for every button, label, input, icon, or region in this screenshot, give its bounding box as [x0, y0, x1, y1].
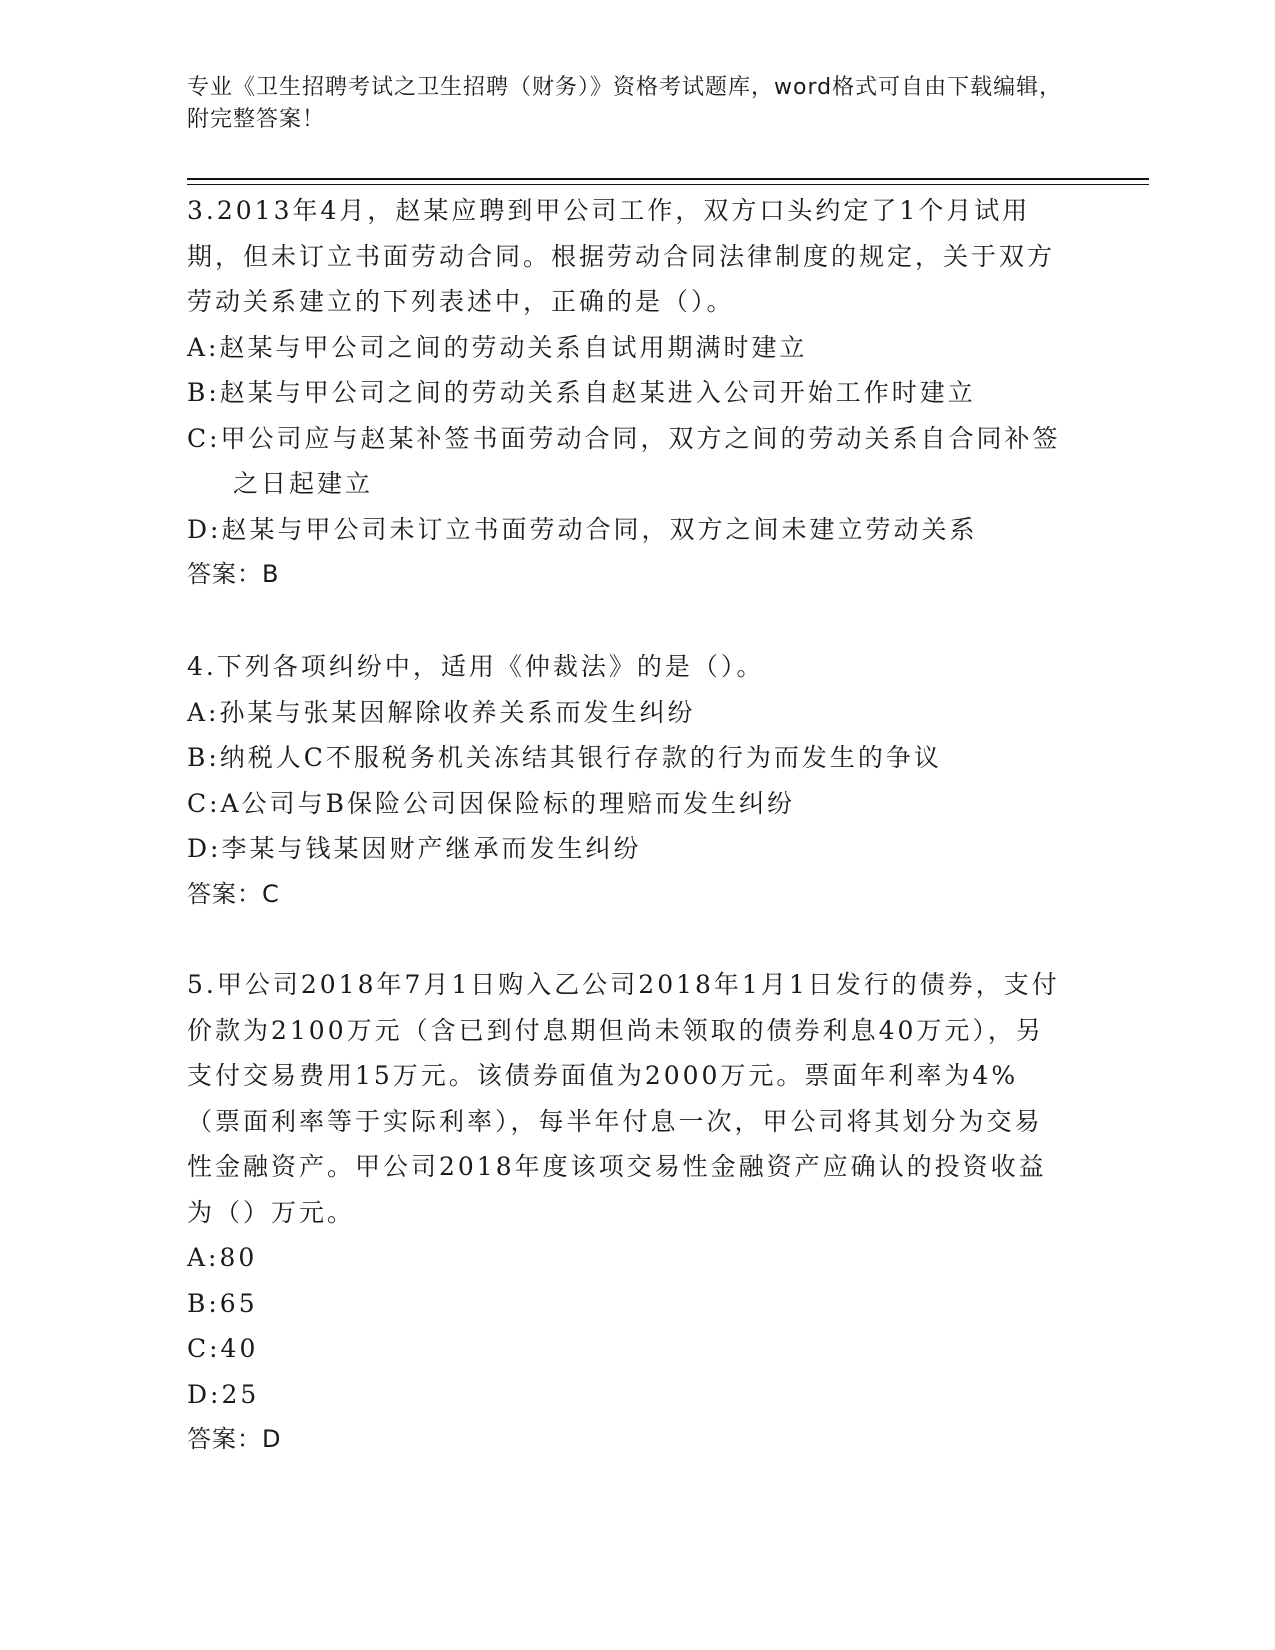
question-5 — [187, 962, 1067, 1463]
question-stem: 5.甲公司2018年7月1日购入乙公司2018年1月1日发行的债券，支付价款为2100万元（含已到付息期但尚未领取的债券利息40万元），另支付交易费用15万元。该债券面值为2000万元。票面年利率为4%（票面利率等于实际利率），每半年付息一次，甲公司将其划分为交易性金融资产。甲公司2018年度该项交易性金融资产应确认的投资收益为（）万元。 — [187, 970, 1060, 1227]
option-c: C:A公司与B保险公司因保险标的理赔而发生纠纷 — [187, 788, 795, 818]
document-header: 专业《卫生招聘考试之卫生招聘（财务）》资格考试题库，word格式可自由下载编辑，附完整答案！ — [187, 75, 1063, 132]
header-divider-thin — [187, 184, 1149, 185]
question-stem: 3.2013年4月，赵某应聘到甲公司工作，双方口头约定了1个月试用期，但未订立书面劳动合同。根据劳动合同法律制度的规定，关于双方劳动关系建立的下列表述中，正确的是（）。 — [187, 196, 1056, 316]
option-a: A:赵某与甲公司之间的劳动关系自试用期满时建立 — [187, 332, 808, 362]
question-3 — [187, 188, 1067, 598]
option-a: A:80 — [187, 1243, 258, 1272]
option-b: B:纳税人C不服税务机关冻结其银行存款的行为而发生的争议 — [187, 743, 942, 772]
option-b: B:赵某与甲公司之间的劳动关系自赵某进入公司开始工作时建立 — [187, 378, 976, 407]
option-c: C:甲公司应与赵某补签书面劳动合同，双方之间的劳动关系自合同补签之日起建立 — [187, 423, 1061, 498]
option-d: D:李某与钱某因财产继承而发生纠纷 — [187, 834, 642, 863]
answer-line: 答案：D — [187, 1425, 282, 1453]
question-4 — [187, 644, 1067, 917]
option-c: C:40 — [187, 1334, 259, 1363]
option-d: D:赵某与甲公司未订立书面劳动合同，双方之间未建立劳动关系 — [187, 514, 978, 544]
answer-line: 答案：B — [187, 560, 280, 588]
option-a: A:孙某与张某因解除收养关系而发生纠纷 — [187, 697, 696, 727]
header-divider-thick — [187, 178, 1149, 180]
option-b: B:65 — [187, 1288, 258, 1318]
answer-line: 答案：C — [187, 879, 280, 908]
option-d: D:25 — [187, 1379, 260, 1409]
question-stem: 4.下列各项纠纷中，适用《仲裁法》的是（）。 — [187, 652, 765, 681]
